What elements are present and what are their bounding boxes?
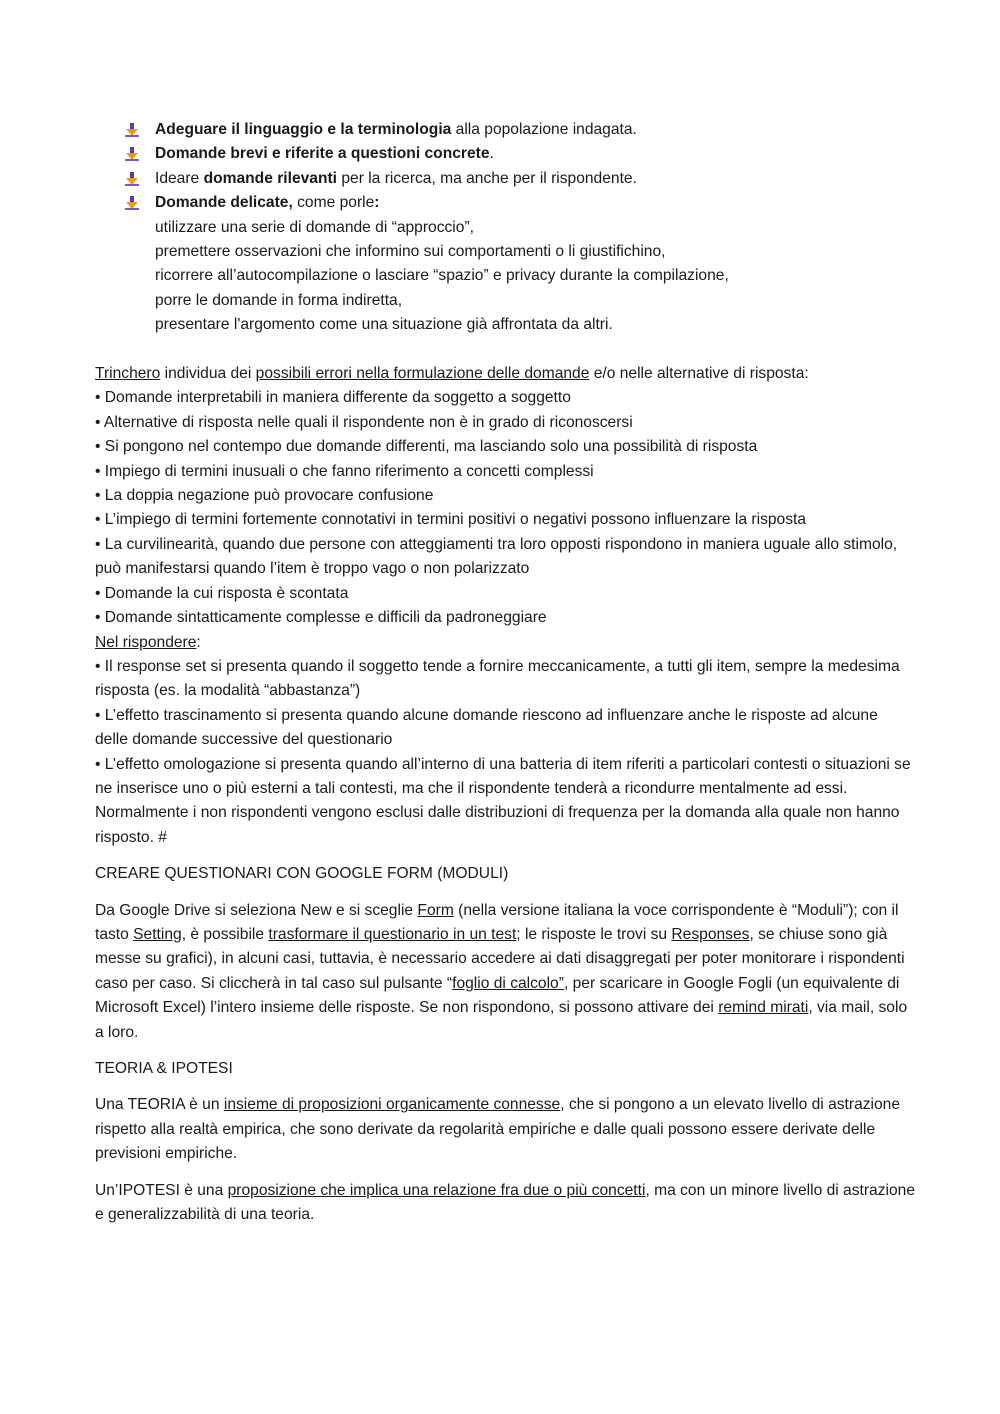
list-item: • L’effetto omologazione si presenta quando all’interno di una batteria di item riferiti a particolari contesti o situazioni se ne inserisce uno o più esterni a tali contesti, ma che il rispondente tenderà a ricondurre mentalmente ad essi. [95,755,911,797]
hypothesis-paragraph: Un’IPOTESI è una proposizione che implica una relazione fra due o più concetti, ma con un minore livello di astrazione e generalizzabilità di una teoria. [95,1181,915,1224]
section-heading-google-form: CREARE QUESTIONARI CON GOOGLE FORM (MODULI) [95,865,509,883]
list-item: • Domande interpretabili in maniera differente da soggetto a soggetto [95,389,571,407]
errors-list [95,386,915,630]
delicate-line: ricorrere all’autocompilazione o lasciare “spazio” e privacy durante la compilazione, [155,267,729,285]
google-form-paragraph: Da Google Drive si seleziona New e si sceglie Form (nella versione italiana la voce corrispondente è “Moduli”); con il tasto Setting, è possibile trasformare il questionario in un test; le risposte le trovi su Responses, se chiuse sono già messe su grafici), in alcuni casi, tuttavia, è necessario accedere ai dati disaggregati per poter monitorare i rispondenti caso per caso. Si cliccherà in tal caso sul pulsante “foglio di calcolo”, per scaricare in Google Fogli (un equivalente di Microsoft Excel) l’intero insieme delle risposte. Se non rispondono, si possono attivare dei remind mirati, via mail, solo a loro. [95,901,908,1041]
arrow-down-bullet-icon [125,147,139,161]
theory-paragraph: Una TEORIA è un insieme di proposizioni organicamente connesse, che si pongono a un elevato livello di astrazione rispetto alla realtà empirica, che sono derivate da regolarità empiriche e dalle quali possono essere derivate delle previsioni empiriche. [95,1096,901,1163]
delicate-line: utilizzare una serie di domande di “approccio”, [155,218,474,236]
section-heading-theory: TEORIA & IPOTESI [95,1060,233,1078]
answering-note: Normalmente i non rispondenti vengono esclusi dalle distribuzioni di frequenza per la domanda alla quale non hanno risposto. # [95,804,900,846]
arrow-down-bullet-icon [125,196,139,210]
arrow-down-bullet-icon [125,123,139,137]
list-item: • Domande la cui risposta è scontata [95,584,349,602]
trinchero-intro: Trinchero individua dei possibili errori nella formulazione delle domande e/o nelle alternative di risposta: [95,365,809,383]
arrow-down-bullet-icon [125,172,139,186]
list-item: • L’effetto trascinamento si presenta quando alcune domande riescono ad influenzare anche le risposte ad alcune delle domande successive del questionario [95,706,878,749]
list-item: • Alternative di risposta nelle quali il rispondente non è in grado di riconoscersi [95,413,633,431]
list-item: Domande delicate, come porle: utilizzare una serie di domande di “approccio”, premettere osservazioni che informino sui comportamenti o li giustifichino, ricorrere all’autocompilazione o lasciare “spazio” e privacy durante la compilazione, porre le domande in forma indiretta, presentare l'argomento come una situazione già affrontata da altri. [155,191,915,337]
list-item: Domande brevi e riferite a questioni concrete. [155,142,915,166]
list-item: • La doppia negazione può provocare confusione [95,487,434,505]
author-name: Trinchero [95,365,161,383]
answering-list [95,655,915,801]
delicate-line: premettere osservazioni che informino sui comportamenti o li giustifichino, [155,243,666,261]
list-item: • Si pongono nel contempo due domande differenti, ma lasciando solo una possibilità di risposta [95,438,758,456]
list-item: Adeguare il linguaggio e la terminologia alla popolazione indagata. [155,118,915,142]
list-item: Ideare domande rilevanti per la ricerca, ma anche per il rispondente. [155,167,915,191]
tips-list [95,118,915,338]
delicate-line: presentare l'argomento come una situazione già affrontata da altri. [155,316,613,334]
document-page [95,118,915,1227]
list-item: • La curvilinearità, quando due persone con atteggiamenti tra loro opposti rispondono in maniera uguale allo stimolo, può manifestarsi quando l’item è troppo vago o non polarizzato [95,535,898,578]
list-item: • Il response set si presenta quando il soggetto tende a fornire meccanicamente, a tutti gli item, sempre la medesima risposta (es. la modalità “abbastanza”) [95,657,900,700]
answering-label: Nel rispondere: [95,633,201,651]
list-item: • Domande sintatticamente complesse e difficili da padroneggiare [95,609,547,627]
list-item: • L’impiego di termini fortemente connotativi in termini positivi o negativi possono influenzare la risposta [95,511,807,529]
list-item: • Impiego di termini inusuali o che fanno riferimento a concetti complessi [95,462,594,480]
delicate-line: porre le domande in forma indiretta, [155,291,403,309]
